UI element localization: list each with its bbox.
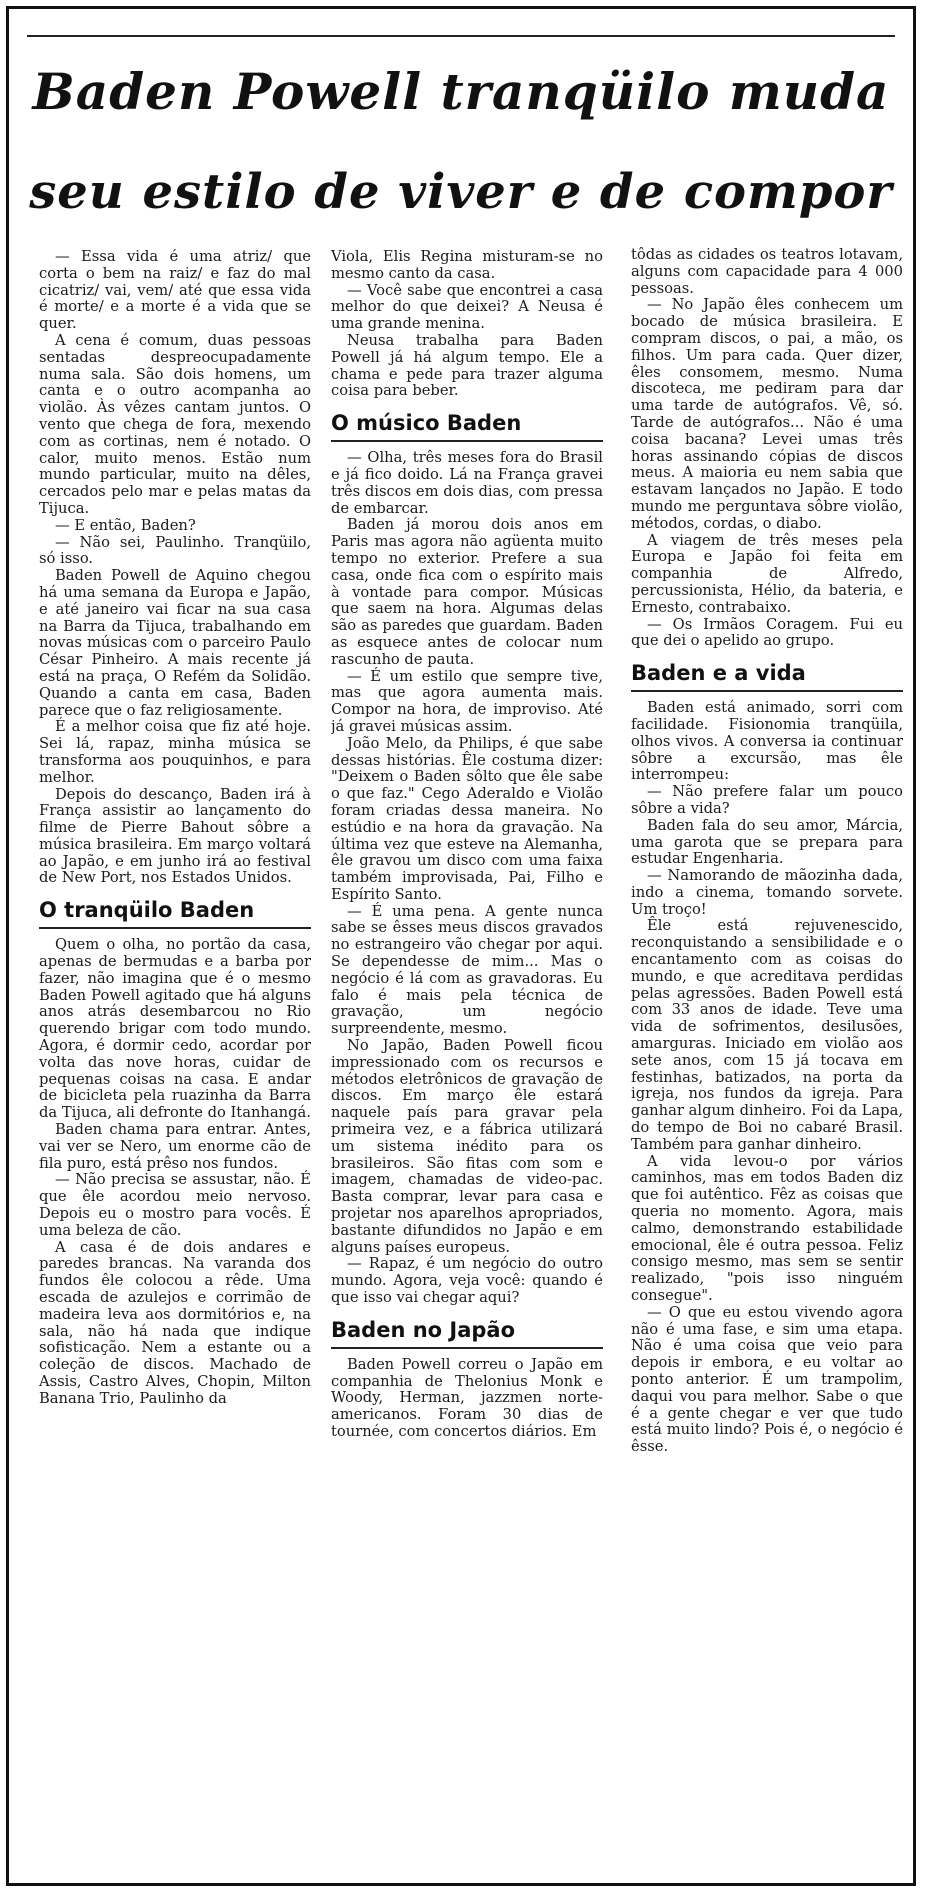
paragraph: — Não prefere falar um pouco sôbre a vida? (631, 783, 903, 817)
paragraph: A cena é comum, duas pessoas sentadas despreocupadamente numa sala. São dois homens, um canta e o outro acompanha ao violão. Às vêzes cantam juntos. O vento que chega de fora, mexendo com as cortinas, nem é notado. O calor, muito menos. Estão num mundo particular, muito na dêles, cercados pelo mar e pelas matas da Tijuca. (39, 331, 311, 517)
article-column-1 (39, 249, 311, 1879)
subheading-o-musico-baden: O músico Baden (331, 408, 603, 442)
subheading-baden-no-japao: Baden no Japão (331, 1315, 603, 1349)
subheading-baden-e-a-vida: Baden e a vida (631, 658, 903, 692)
subheading-o-tranquilo-baden: O tranqüilo Baden (39, 895, 311, 929)
paragraph: A vida levou-o por vários caminhos, mas em todos Baden diz que foi autêntico. Fêz as coisas que queria no momento. Agora, mais calmo, demonstrando estabilidade emocional, êle é outra pessoa. Feliz consigo mesmo, mas sem se sentir realizado, "pois isso ninguém consegue". (631, 1152, 903, 1305)
paragraph: Depois do descanço, Baden irá à França assistir ao lançamento do filme de Pierre Bahout sôbre a música brasileira. Em março voltará ao Japão, e em junho irá ao festival de New Port, nos Estados Unidos. (39, 785, 311, 887)
paragraph: A viagem de três meses pela Europa e Japão foi feita em companhia de Alfredo, percussionista, Hélio, da bateria, e Ernesto, contrabaixo. (631, 531, 903, 616)
paragraph: Neusa trabalha para Baden Powell já há algum tempo. Ele a chama e pede para trazer alguma coisa para beber. (331, 331, 603, 400)
paragraph: Baden chama para entrar. Antes, vai ver se Nero, um enorme cão de fila puro, está prêso nos fundos. (39, 1121, 311, 1172)
paragraph: Êle está rejuvenescido, reconquistando a sensibilidade e o encantamento com as coisas do mundo, e que acreditava perdidas pelas agressões. Baden Powell está com 33 anos de idade. Teve uma vida de sofrimentos, desilusões, amarguras. Iniciado em violão aos sete anos, com 15 já tocava em festinhas, batizados, na porta da igreja, nos fundos da igreja. Para ganhar algum dinheiro. Foi da Lapa, do tempo de Boi no cabaré Brasil. Também para ganhar dinheiro. (631, 917, 903, 1153)
paragraph: É a melhor coisa que fiz até hoje. Sei lá, rapaz, minha música se transforma aos pouquinhos, e para melhor. (39, 718, 311, 786)
paragraph: — Olha, três meses fora do Brasil e já fico doido. Lá na França gravei três discos em dois dias, com pressa de embarcar. (331, 449, 603, 517)
paragraph: — É uma pena. A gente nunca sabe se êsses meus discos gravados no estrangeiro vão chegar por aqui. Se dependesse de mim... Mas o negócio é lá com as gravadoras. Eu falo é mais pela técnica de gravação, um negócio surpreendente, mesmo. (331, 902, 603, 1038)
top-rule (27, 35, 895, 37)
paragraph: — Não sei, Paulinho. Tranqüilo, só isso. (39, 533, 311, 568)
paragraph: tôdas as cidades os teatros lotavam, alguns com capacidade para 4 000 pessoas. (631, 247, 903, 297)
paragraph: Quem o olha, no portão da casa, apenas de bermudas e a barba por fazer, não imagina que é o mesmo Baden Powell agitado que há alguns anos atrás desembarcou no Rio querendo brigar com todo mundo. Agora, é dormir cedo, acordar por volta das nove horas, cuidar de pequenas coisas na casa. E andar de bicicleta pela ruazinha da Barra da Tijuca, ali defronte do Itanhangá. (39, 936, 311, 1122)
paragraph: — Os Irmãos Coragem. Fui eu que dei o apelido ao grupo. (631, 615, 903, 650)
paragraph: Baden Powell de Aquino chegou há uma semana da Europa e Japão, e até janeiro vai ficar na sua casa na Barra da Tijuca, trabalhando em novas músicas com o parceiro Paulo César Pinheiro. A mais recente já está na praça, O Refém da Solidão. Quando a canta em casa, Baden parece que o faz religiosamente. (39, 567, 311, 719)
paragraph: Baden fala do seu amor, Márcia, uma garota que se prepara para estudar Engenharia. (631, 816, 903, 868)
paragraph: — Você sabe que encontrei a casa melhor do que deixei? A Neusa é uma grande menina. (331, 281, 603, 333)
paragraph: Baden Powell correu o Japão em companhia de Thelonius Monk e Woody, Herman, jazzmen norte-americanos. Foram 30 dias de tournée, com concertos diários. Em (331, 1355, 603, 1440)
article-column-3 (631, 247, 903, 1877)
paragraph: — É um estilo que sempre tive, mas que agora aumenta mais. Compor na hora, de improviso. Até já gravei músicas assim. (331, 667, 603, 735)
paragraph: Baden está animado, sorri com facilidade. Fisionomia tranqüila, olhos vivos. A conversa ia continuar sôbre a excursão, mas êle interrompeu: (631, 699, 903, 784)
paragraph: Viola, Elis Regina misturam-se no mesmo canto da casa. (331, 249, 603, 282)
newspaper-clipping (6, 6, 916, 1886)
paragraph: — No Japão êles conhecem um bocado de música brasileira. E compram discos, o pai, a mão, os filhos. Um para cada. Quer dizer, êles consomem, mesmo. Numa discoteca, me pediram para dar uma tarde de autógrafos. Vê, só. Tarde de autógrafos... Não é uma coisa bacana? Levei umas três horas assinando cópias de discos meus. A maioria eu nem sabia que estavam lançados no Japão. E todo mundo me perguntava sôbre violão, métodos, cordas, o diabo. (631, 296, 903, 532)
paragraph: — Namorando de mãozinha dada, indo a cinema, tomando sorvete. Um troço! (631, 867, 903, 918)
paragraph: — Rapaz, é um negócio do outro mundo. Agora, veja você: quando é que isso vai chegar aqui? (331, 1255, 603, 1307)
headline-line-1: Baden Powell tranqüilo muda (32, 62, 890, 121)
paragraph: — Essa vida é uma atriz/ que corta o bem na raiz/ e faz do mal cicatriz/ vai, vem/ até que essa vida é morte/ e a morte é a vida que se quer. (39, 249, 311, 333)
paragraph: — E então, Baden? (55, 516, 196, 534)
paragraph: Baden já morou dois anos em Paris mas agora não agüenta muito tempo no exterior. Prefere a sua casa, onde fica com o espírito mais à vontade para compor. Músicas que saem na hora. Algumas delas são as paredes que guardam. Baden as esquece antes de colocar num rascunho de pauta. (331, 516, 603, 668)
paragraph: A casa é de dois andares e paredes brancas. Na varanda dos fundos êle colocou a rêde. Uma escada de azulejos e corrimão de madeira leva aos dormitórios e, na sala, não há nada que indique sofisticação. Nem a estante ou a coleção de discos. Machado de Assis, Castro Alves, Chopin, Milton Banana Trio, Paulinho da (39, 1238, 311, 1407)
paragraph: — O que eu estou vivendo agora não é uma fase, e sim uma etapa. Não é uma coisa que veio para depois ir embora, e eu voltar ao ponto anterior. É um trampolim, daqui vou para melhor. Sabe o que é a gente chegar e ver que tudo está muito lindo? Pois é, o negócio é êsse. (631, 1303, 903, 1456)
headline-line-2: seu estilo de viver e de compor (29, 164, 893, 220)
paragraph: — Não precisa se assustar, não. É que êle acordou meio nervoso. Depois eu o mostro para vocês. É uma beleza de cão. (39, 1171, 311, 1239)
paragraph: No Japão, Baden Powell ficou impressionado com os recursos e métodos eletrônicos de gravação de discos. Em março êle estará naquele país para gravar pela primeira vez, e a fábrica utilizará um sistema inédito para os brasileiros. São fitas com som e imagem, chamadas de video-pac. Basta comprar, levar para casa e projetar nos aparelhos apropriados, bastante difundidos no Japão e em alguns países europeus. (331, 1037, 603, 1256)
paragraph: João Melo, da Philips, é que sabe dessas histórias. Êle costuma dizer: "Deixem o Baden sôlto que êle sabe o que faz." Cego Aderaldo e Violão foram criadas dessa maneira. No estúdio e na hora da gravação. Na última vez que esteve na Alemanha, êle gravou um disco com uma faixa também improvisada, Pai, Filho e Espírito Santo. (331, 734, 603, 903)
article-column-2 (331, 249, 603, 1879)
